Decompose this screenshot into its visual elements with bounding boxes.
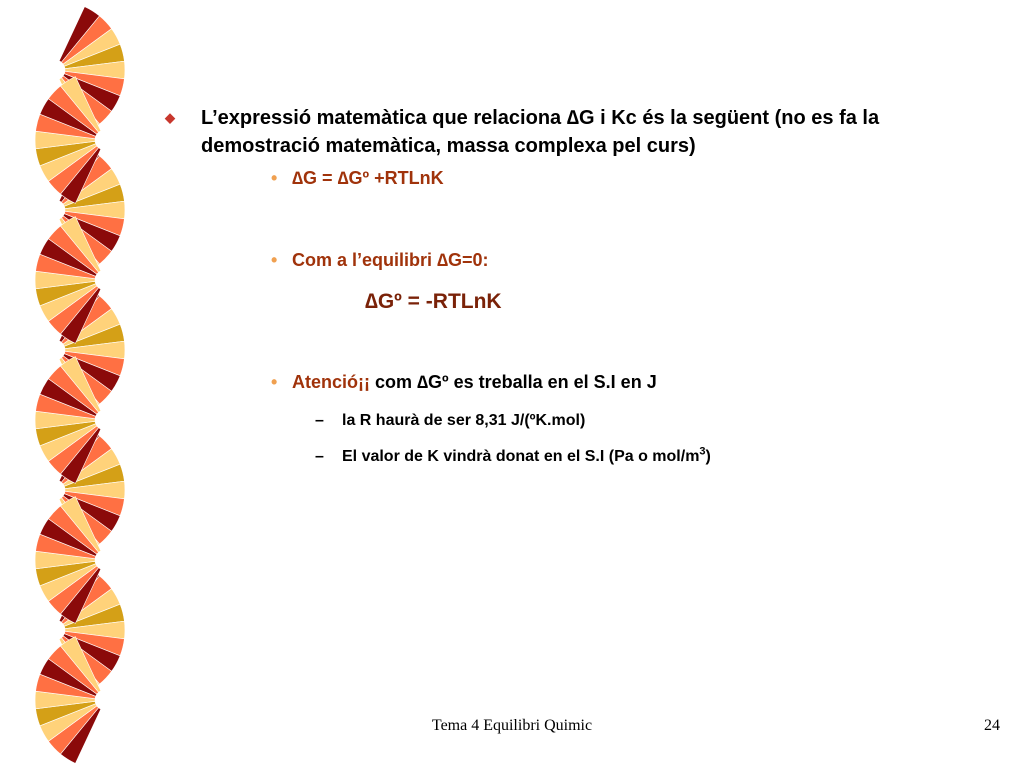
sub-bullet-dot-icon: • [271, 372, 278, 392]
dash-bullet-icon: – [315, 412, 324, 429]
dash-item-k-value [165, 446, 965, 468]
k-value-text-end: ) [705, 448, 711, 465]
main-bullet-text-1: L’expressió matemàtica que relaciona [201, 107, 567, 129]
k-value-superscript: 3 [699, 445, 706, 458]
dash-item-r-value [165, 410, 965, 432]
dash-bullet-icon: – [315, 448, 324, 465]
footer-title: Tema 4 Equilibri Quimic [431, 717, 593, 734]
diamond-bullet-icon: ◆ [165, 110, 175, 125]
equilibrium-text: Com a l’equilibri ∆G=0: [292, 250, 489, 270]
slide-content [165, 104, 965, 468]
sub-bullet-equilibrium [165, 248, 965, 272]
k-value-text: El valor de K vindrà donat en el S.I (Pa o mol/m [342, 448, 700, 465]
page-number: 24 [984, 717, 1000, 734]
r-value-text: la R haurà de ser 8,31 J/(ºK.mol) [342, 412, 586, 429]
sub-bullet-attention [165, 370, 965, 394]
decorative-fan-border [0, 0, 150, 768]
centered-formula: ∆Gº = -RTLnK [365, 290, 502, 313]
equation-text: ∆G = ∆Gº +RTLnK [292, 168, 444, 188]
attention-text: com ∆Gº es treballa en el S.I en J [375, 372, 657, 392]
sub-bullet-equation [165, 166, 965, 190]
sub-bullet-dot-icon: • [271, 168, 278, 188]
delta-symbol: ∆ [566, 107, 579, 129]
attention-label: Atenció¡¡ [292, 372, 375, 392]
main-bullet [165, 104, 965, 160]
sub-bullet-dot-icon: • [271, 250, 278, 270]
main-bullet-text-2: G i Kc és la següent (no es fa la demostració matemàtica, massa complexa pel curs) [201, 107, 880, 157]
